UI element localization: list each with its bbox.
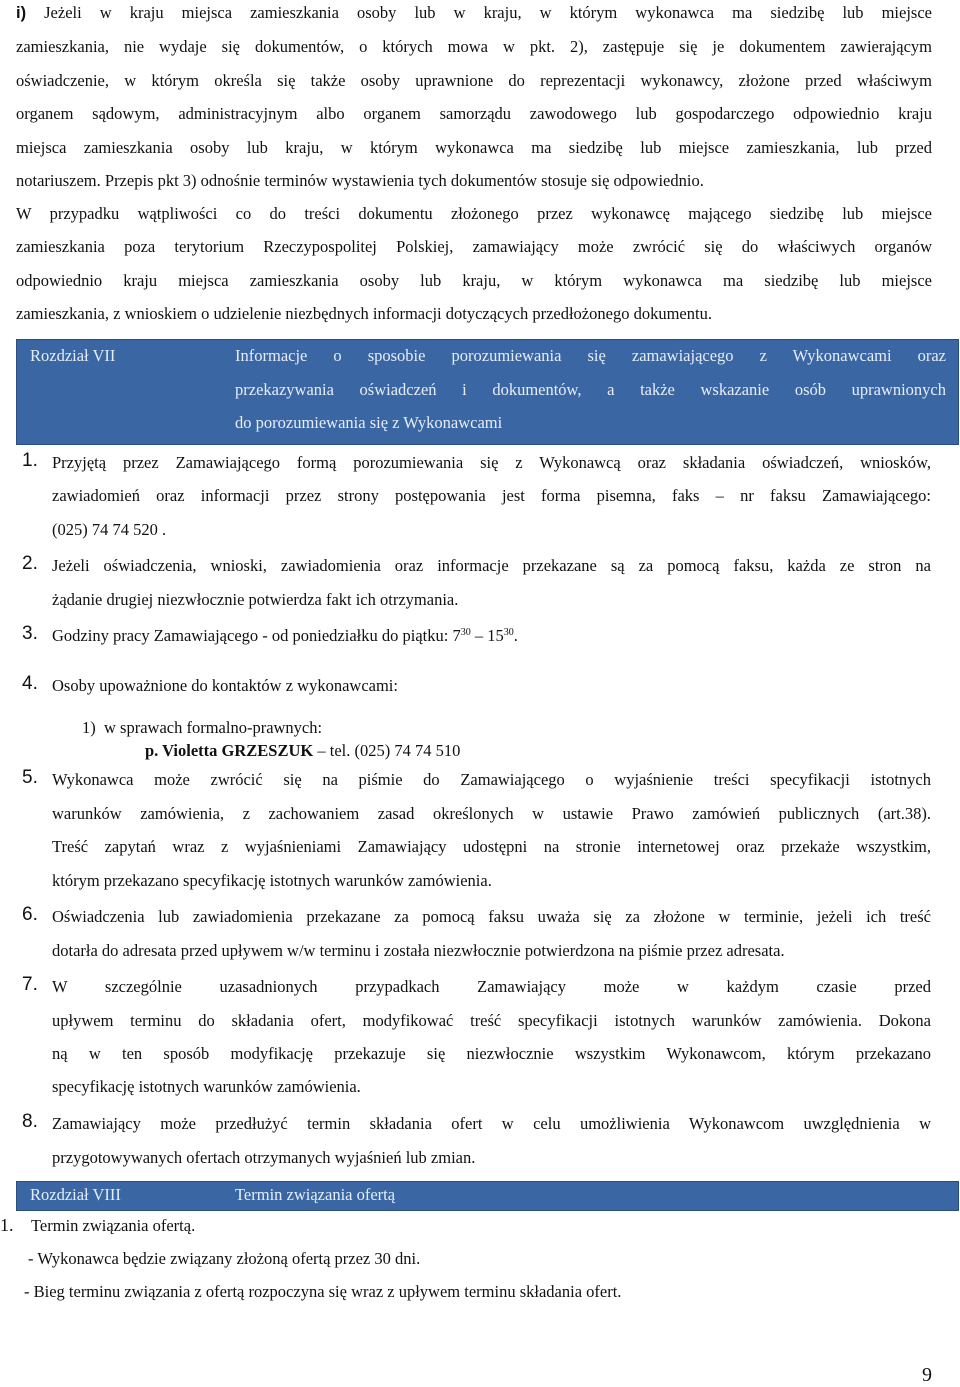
chapter-8-title: Termin związania ofertą	[235, 1185, 396, 1204]
item-8-line-2: przygotowywanych ofertach otrzymanych wyjaśnień lub zmian.	[52, 1148, 476, 1167]
item-8-number: 8.	[22, 1111, 38, 1132]
item-8-line-1: Zamawiający może przedłużyć termin składania ofert w celu umożliwienia Wykonawcom uwzględnienia w	[52, 1114, 931, 1133]
chapter-8-header	[16, 1181, 959, 1211]
item-3-text: Godziny pracy Zamawiającego - od poniedziałku do piątku: 7	[52, 626, 461, 645]
item-2-number: 2.	[22, 553, 38, 574]
item-3-sup-start: 30	[460, 627, 471, 638]
item-3-sup-end: 30	[503, 627, 514, 638]
item-6-number: 6.	[22, 904, 38, 925]
item-4-text: Osoby upoważnione do kontaktów z wykonawcami:	[52, 676, 398, 695]
item-1-number: 1.	[22, 450, 38, 471]
item-2-line-1: Jeżeli oświadczenia, wnioski, zawiadomienia oraz informacje przekazane są za pomocą faksu, każda ze stron na	[52, 556, 931, 575]
doubt-line-3: odpowiednio kraju miejsca zamieszkania osoby lub kraju, w którym wykonawca ma siedzibę lub miejsce	[16, 271, 932, 290]
intro-line-3: oświadczenie, w którym określa się także osoby uprawnione do reprezentacji wykonawcy, złożone przed właściwym	[16, 71, 932, 90]
item-4-sub	[82, 718, 322, 738]
item-6-line-2: dotarła do adresata przed upływem w/w terminu i została niezwłocznie potwierdzona na piśmie przez adresata.	[52, 941, 785, 960]
chapter-7-title-line-2: przekazywania oświadczeń i dokumentów, a także wskazanie osób uprawnionych	[235, 380, 946, 399]
item-7-line-1: W szczególnie uzasadnionych przypadkach Zamawiający może w każdym czasie przed	[52, 977, 931, 996]
intro-line-6: notariuszem. Przepis pkt 3) odnośnie terminów wystawienia tych dokumentów stosuje się odpowiednio.	[16, 171, 704, 190]
item-5-line-2: warunków zamówienia, z zachowaniem zasad określonych w ustawie Prawo zamówień publicznych (art.38).	[52, 804, 931, 823]
chapter-7-title-line-3: do porozumiewania się z Wykonawcami	[235, 413, 503, 432]
item-2-line-2: żądanie drugiej niezwłocznie potwierdza fakt ich otrzymania.	[52, 590, 459, 609]
item-5-line-4: którym przekazano specyfikację istotnych warunków zamówienia.	[52, 871, 492, 890]
binding-line-2: - Bieg terminu związania z ofertą rozpoczyna się wraz z upływem terminu składania ofert.	[24, 1282, 622, 1301]
item-7-line-2: upływem terminu do składania ofert, modyfikować treść specyfikacji istotnych warunków zamówienia. Dokona	[52, 1011, 931, 1030]
page-number: 9	[922, 1364, 932, 1386]
doubt-line-1: W przypadku wątpliwości co do treści dokumentu złożonego przez wykonawcę mającego siedzibę lub miejsce	[16, 204, 932, 223]
item-6-line-1: Oświadczenia lub zawiadomienia przekazane za pomocą faksu uważa się za złożone w terminie, jeżeli ich treść	[52, 907, 931, 926]
item-7-number: 7.	[22, 974, 38, 995]
item-1-line-3: (025) 74 74 520 .	[52, 520, 167, 539]
intro-line-2: zamieszkania, nie wydaje się dokumentów, o których mowa w pkt. 2), zastępuje się je dokumentem zawierającym	[16, 37, 932, 56]
chapter-8-label: Rozdział VIII	[30, 1185, 121, 1204]
item-1-line-2: zawiadomień oraz informacji przez strony postępowania jest forma pisemna, faks – nr faksu Zamawiającego:	[52, 486, 931, 505]
item-5-line-1: Wykonawca może zwrócić się na piśmie do Zamawiającego o wyjaśnienie treści specyfikacji istotnych	[52, 770, 931, 789]
binding-heading: Termin związania ofertą.	[31, 1216, 196, 1235]
item-3-number: 3.	[22, 623, 38, 644]
intro-marker: i)	[16, 4, 27, 22]
item-4-sub-text: w sprawach formalno-prawnych:	[104, 718, 323, 737]
doubt-paragraph	[16, 204, 932, 334]
doubt-line-2: zamieszkania poza terytorium Rzeczypospolitej Polskiej, zamawiający może zwrócić się do właściwych organów	[16, 237, 932, 256]
intro-line-1	[16, 3, 932, 23]
chapter-7-title	[235, 340, 946, 444]
item-7-line-3: ną w ten sposób modyfikację przekazuje się niezwłocznie wszystkim Wykonawcom, którym przekazano	[52, 1044, 931, 1063]
intro-line-4: organem sądowym, administracyjnym albo organem samorządu zawodowego lub gospodarczego odpowiednio kraju	[16, 104, 932, 123]
item-4-person	[145, 741, 460, 761]
binding-number: 1.	[0, 1215, 14, 1235]
binding-line-1: - Wykonawca będzie związany złożoną ofertą przez 30 dni.	[28, 1249, 421, 1268]
chapter-7-title-line-1: Informacje o sposobie porozumiewania się zamawiającego z Wykonawcami oraz	[235, 346, 946, 365]
item-3-dash: – 15	[470, 626, 504, 645]
item-7-line-4: specyfikację istotnych warunków zamówienia.	[52, 1077, 361, 1096]
doubt-line-4: zamieszkania, z wnioskiem o udzielenie niezbędnych informacji dotyczących przedłożonego dokumentu.	[16, 304, 712, 323]
item-4-number: 4.	[22, 673, 38, 694]
item-5-number: 5.	[22, 767, 38, 788]
chapter-7-label: Rozdział VII	[30, 346, 116, 365]
intro-line-5: miejsca zamieszkania osoby lub kraju, w którym wykonawca ma siedzibę lub miejsce zamieszkania, lub przed	[16, 138, 932, 157]
item-3-line	[52, 626, 518, 646]
item-1-line-1: Przyjętą przez Zamawiającego formą porozumiewania się z Wykonawcą oraz składania oświadczeń, wniosków,	[52, 453, 931, 472]
intro-paragraph	[16, 0, 932, 200]
contact-person-phone: – tel. (025) 74 74 510	[313, 741, 461, 760]
item-4-sub-number: 1)	[82, 718, 96, 737]
item-5-line-3: Treść zapytań wraz z wyjaśnieniami Zamawiający udostępni na stronie internetowej oraz przekaże wszystkim,	[52, 837, 931, 856]
item-3-end: .	[513, 626, 518, 645]
chapter-7-header	[16, 339, 959, 445]
intro-line-1-text: Jeżeli w kraju miejsca zamieszkania osoby lub w kraju, w którym wykonawca ma siedzibę lub miejsce	[44, 3, 932, 22]
contact-person-name: p. Violetta GRZESZUK	[145, 741, 314, 760]
